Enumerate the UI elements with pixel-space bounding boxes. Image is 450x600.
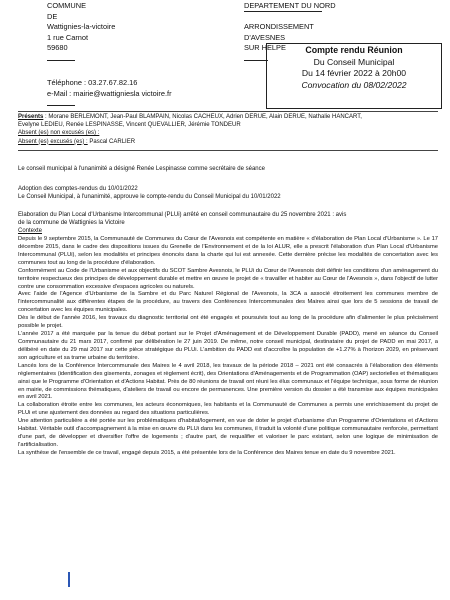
commune-address: 1 rue Carnot: [47, 32, 89, 42]
commune-name: Wattignies-la-victoire: [47, 22, 116, 32]
absent-excused-name: Pascal CARLIER: [87, 138, 136, 145]
attendance-block: [18, 113, 438, 146]
absent-excused-label: Absent (es) excusés (es) :: [18, 138, 88, 145]
adoption-title: Adoption des comptes-rendus du 10/01/2022: [18, 186, 138, 192]
context-paragraph: La synthèse de l'ensemble de ce travail, engagé depuis 2015, a été présentée lors de la Conférence des Maires tenue en date du 9 novembre 2021.: [18, 449, 396, 456]
departement-line3: D'AVESNES: [244, 32, 286, 42]
attendance-bottom-rule: [18, 150, 438, 151]
meeting-title-box: [266, 43, 442, 109]
context-paragraph: L'année 2017 a été marquée par la tenue du débat portant sur le Projet d'Aménagement et de Développement Durable (PADD), mené en séance du Conseil Communautaire du 21 mars 2017, confirmé par délibération le 27 juin 2019. De même, notre conseil municipal, destinataire du projet de PADD en mai 2017, a délibéré en date du 29 mai 2017 sur cette pièce stratégique du PLUi. L'ambition du PADD est d'accroître la population de +1.27% à l'horizon 2029, en préservant son agriculture et sa trame urbaine du territoire.: [18, 331, 438, 361]
present-names-2: Evelyne LEDIEU, Renée LESPINASSE, Vincent QUEVALLIER, Jérémie TONDEUR: [18, 122, 241, 129]
meeting-title: Compte rendu Réunion: [305, 45, 403, 55]
context-paragraph: La collaboration étroite entre les communes, les acteurs économiques, les habitants et la Communauté de Communes a permis une enrichissement du projet de PLUi et une ajustement des données au regard des situations particulières.: [18, 402, 438, 417]
text-cursor-mark: [68, 572, 70, 587]
commune-email: e-Mail : mairie@wattigniesla victoire.fr: [47, 88, 172, 98]
header-rule-left-2: [47, 105, 75, 106]
plui-context-text: [18, 236, 438, 458]
plui-title-block: [18, 211, 438, 235]
departement-line1: DEPARTEMENT DU NORD: [244, 1, 336, 10]
header-rule-right-2: [244, 60, 268, 61]
commune-header: [47, 1, 115, 54]
contexte-label: Contexte: [18, 228, 43, 235]
context-paragraph: Dès le début de l'année 2016, les travaux du diagnostic territorial ont été engagés et poursuivis tout au long de la procédure afin d'alimenter le plus précisément possible le projet.: [18, 315, 438, 330]
departement-line4: SUR HELPE: [244, 43, 286, 53]
departement-line2: ARRONDISSEMENT: [244, 22, 314, 32]
context-paragraph: Conformément au Code de l'Urbanisme et aux objectifs du SCOT Sambre Avesnois, le PLUi du Cœur de l'Avesnois doit définir les conditions d'un aménagement du territoire respectueux des principes de développement durable et mettre en œuvre le projet de « travailler et habiter au Cœur de l'Avesnois », dans l'objectif de lutter contre une consommation excessive d'espaces agricoles ou naturels.: [18, 267, 438, 290]
plui-title-2: de la commune de Wattignies la Victoire: [18, 220, 125, 227]
context-paragraph: Avec l'aide de l'Agence d'Urbanisme de la Sambre et du Parc Naturel Régional de l'Avesnois, la 3CA a associé étroitement les communes membre de l'intercommunalité aux différentes étapes de la procédure, au travers des Conférences Intercommunales des Maires ainsi que lors de 5 sessions de travail de concertation avec les équipes municipales.: [18, 291, 438, 314]
plui-title: Elaboration du Plan Local d'Urbanisme Intercommunal (PLUi) arrêté en conseil communautaire du 25 novembre 2021 : avis: [18, 212, 347, 218]
context-paragraph: Une attention particulière a été portée sur les problématiques d'habitat/logement, en vue de doter le projet d'urbanisme d'un Programme d'Orientations et d'Actions Habitat. Véritable outil d'accompagnement à la mise en œuvre du PLUi dans les communes, il traduit la volonté d'une politique communautaire renforcée, permettant d'une part, de développer et diversifier l'offre de logements ; d'autre part, de requalifier et valoriser le parc existant, selon une logique de minimisation de l'artificialisation.: [18, 418, 438, 448]
adoption-text: Le Conseil Municipal, à l'unanimité, approuve le compte-rendu du Conseil Municipal du 10/01/2022: [18, 194, 281, 201]
attendance-top-rule: [18, 111, 438, 112]
commune-de: DE: [47, 11, 58, 21]
header-rule-right: [244, 11, 322, 12]
present-label: Présents: [18, 114, 44, 120]
absent-unexcused: Absent (es) non excusés (es) :: [18, 130, 100, 137]
adoption-section: [18, 185, 438, 201]
secretary-line: Le conseil municipal à l'unanimité a désigné Renée Lespinasse comme secrétaire de séance: [18, 166, 265, 172]
meeting-date: Du 14 février 2022 à 20h00: [301, 68, 407, 78]
meeting-council: Du Conseil Municipal: [313, 56, 395, 67]
commune-label: COMMUNE: [47, 1, 87, 10]
header-rule-left: [47, 60, 75, 61]
commune-postcode: 59680: [47, 43, 68, 53]
meeting-convocation: Convocation du 08/02/2022: [301, 79, 407, 90]
present-names: : Morane BERLEMONT, Jean-Paul BLAMPAIN, Nicolas CACHEUX, Adrien DERUE, Alain DERUE, Nathalie HANCART,: [43, 114, 362, 120]
commune-phone: Téléphone : 03.27.67.82.16: [47, 78, 138, 87]
context-paragraph: Depuis le 9 septembre 2015, la Communauté de Communes du Cœur de l'Avesnois est compétente en matière « d'élaboration de Plan Local d'Urbanisme ». Le 17 décembre 2015, dans le cadre des dispositions issues du Grenelle de l'Environnement et de la loi ALUR, elle a prescrit l'élaboration d'un Plan Local d'Urbanisme Intercommunal (PLUi), selon les modalités et principes énoncés dans la charte qui lui est annexée. Cette dernière précise les modalités de concertation avec les communes tout au long de la procédure d'élaboration.: [18, 236, 438, 266]
commune-contact: [47, 78, 172, 99]
context-paragraph: Lancés lors de la Conférence Intercommunale des Maires le 4 avril 2018, les travaux de la période 2018 – 2021 ont été consacrés à l'élaboration des éléments réglementaires (identification des gisements, zonages et règlement écrit), des Orientations d'Aménagements et de Programmation (OAP) sectorielles et thématiques ainsi que le Programme d'Orientation et d'Actions Habitat. Près de 80 réunions de travail ont réuni les élus communaux et l'équipe technique, sous forme de réunion en mairie, de commissions thématiques, d'ateliers de travail ou encore de permanences. Une première version du dossier a été transmise aux équipes municipales en avril 2021.: [18, 362, 438, 401]
